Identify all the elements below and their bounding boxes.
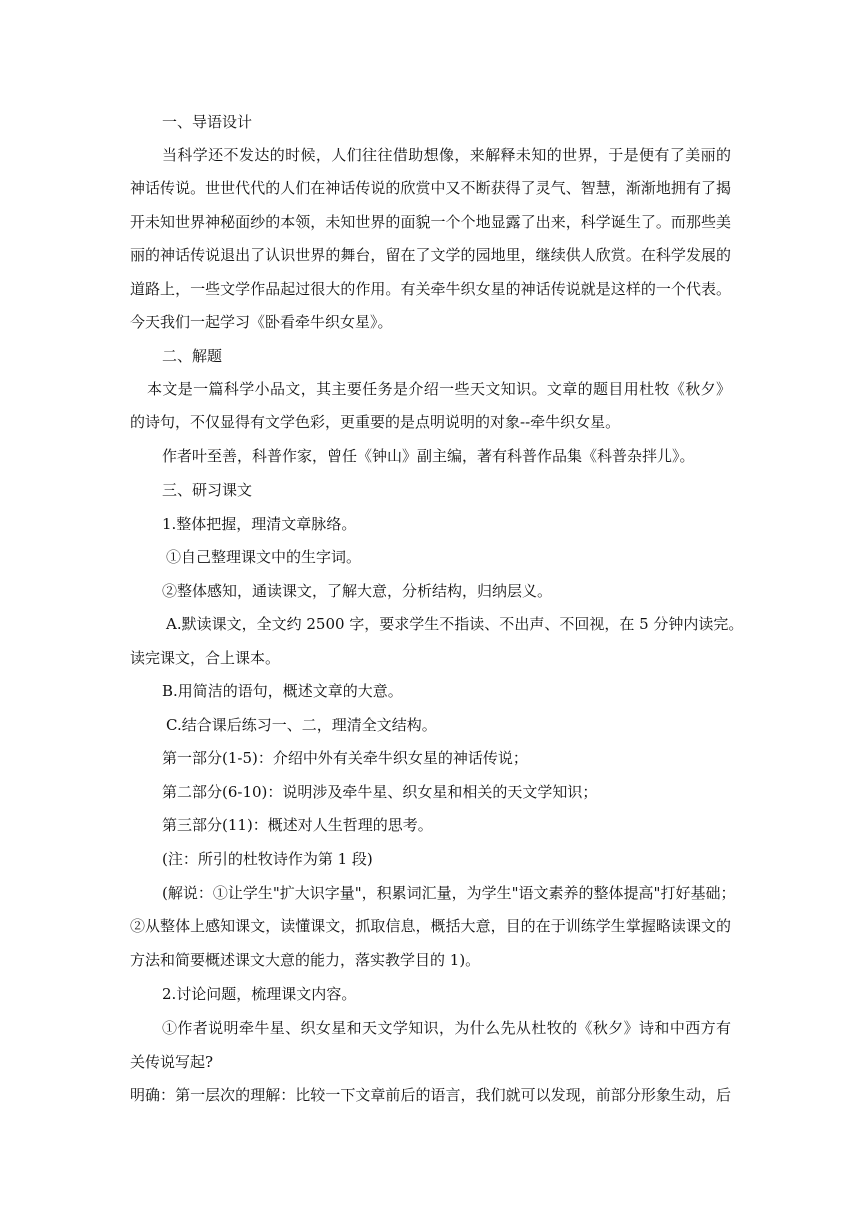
paragraph-line: 道路上，一些文学作品起过很大的作用。有关牵牛织女星的神话传说就是这样的一个代表。 — [130, 280, 731, 298]
heading-title-analysis: 二、解题 — [162, 347, 223, 365]
paragraph-line: 作者叶至善，科普作家，曾任《钟山》副主编，著有科普作品集《科普杂拌儿》。 — [162, 447, 695, 465]
paragraph-line: 第二部分(6-10)：说明涉及牵牛星、织女星和相关的天文学知识； — [162, 783, 598, 801]
paragraph-line: 第一部分(1-5)：介绍中外有关牵牛织女星的神话传说； — [162, 749, 528, 767]
paragraph-line: ②整体感知，通读课文，了解大意，分析结构，归纳层义。 — [162, 582, 553, 600]
paragraph-line: B.用简洁的语句，概述文章的大意。 — [162, 682, 403, 700]
paragraph-line: 明确：第一层次的理解：比较一下文章前后的语言，我们就可以发现，前部分形象生动，后 — [130, 1086, 731, 1104]
heading-intro: 一、导语设计 — [162, 113, 253, 131]
paragraph-line: 当科学还不发达的时候，人们往往借助想像，来解释未知的世界，于是便有了美丽的 — [162, 146, 731, 164]
paragraph-line: 的诗句，不仅显得有文学色彩，更重要的是点明说明的对象--牵牛织女星。 — [130, 413, 621, 431]
paragraph-line: ①自己整理课文中的生字词。 — [166, 548, 362, 566]
paragraph-line: 2.讨论问题，梳理课文内容。 — [162, 985, 357, 1003]
paragraph-line: 1.整体把握，理清文章脉络。 — [162, 515, 357, 533]
paragraph-line: 神话传说。世世代代的人们在神话传说的欣赏中又不断获得了灵气、智慧，渐渐地拥有了揭 — [130, 179, 731, 197]
paragraph-line: 本文是一篇科学小品文，其主要任务是介绍一些天文知识。文章的题目用杜牧《秋夕》 — [147, 380, 731, 398]
paragraph-line: 关传说写起? — [130, 1053, 214, 1071]
paragraph-line: 方法和简要概述课文大意的能力，落实教学目的 1)。 — [130, 951, 481, 969]
paragraph-line: A.默读课文，全文约 2500 字，要求学生不指读、不出声、不回视，在 5 分钟内读完。 — [166, 615, 744, 633]
paragraph-line: 丽的神话传说退出了认识世界的舞台，留在了文学的园地里，继续供人欣赏。在科学发展的 — [130, 246, 731, 264]
paragraph-line: 读完课文，合上课本。 — [130, 649, 281, 667]
paragraph-line: (解说：①让学生"扩大识字量"，积累词汇量，为学生"语文素养的整体提高"打好基础； — [162, 884, 736, 902]
paragraph-line: ②从整体上感知课文，读懂课文，抓取信息，概括大意，目的在于训练学生掌握略读课文的 — [130, 917, 731, 935]
paragraph-line: (注：所引的杜牧诗作为第 1 段) — [162, 850, 373, 868]
paragraph-line: 今天我们一起学习《卧看牵牛织女星》。 — [130, 313, 393, 331]
paragraph-line: 开未知世界神秘面纱的本领，未知世界的面貌一个个地显露了出来，科学诞生了。而那些美 — [130, 213, 731, 231]
paragraph-line: ①作者说明牵牛星、织女星和天文学知识，为什么先从杜牧的《秋夕》诗和中西方有 — [162, 1019, 731, 1037]
paragraph-line: C.结合课后练习一、二，理清全文结构。 — [166, 716, 437, 734]
heading-study-text: 三、研习课文 — [162, 481, 253, 499]
paragraph-line: 第三部分(11)：概述对人生哲理的思考。 — [162, 816, 433, 834]
